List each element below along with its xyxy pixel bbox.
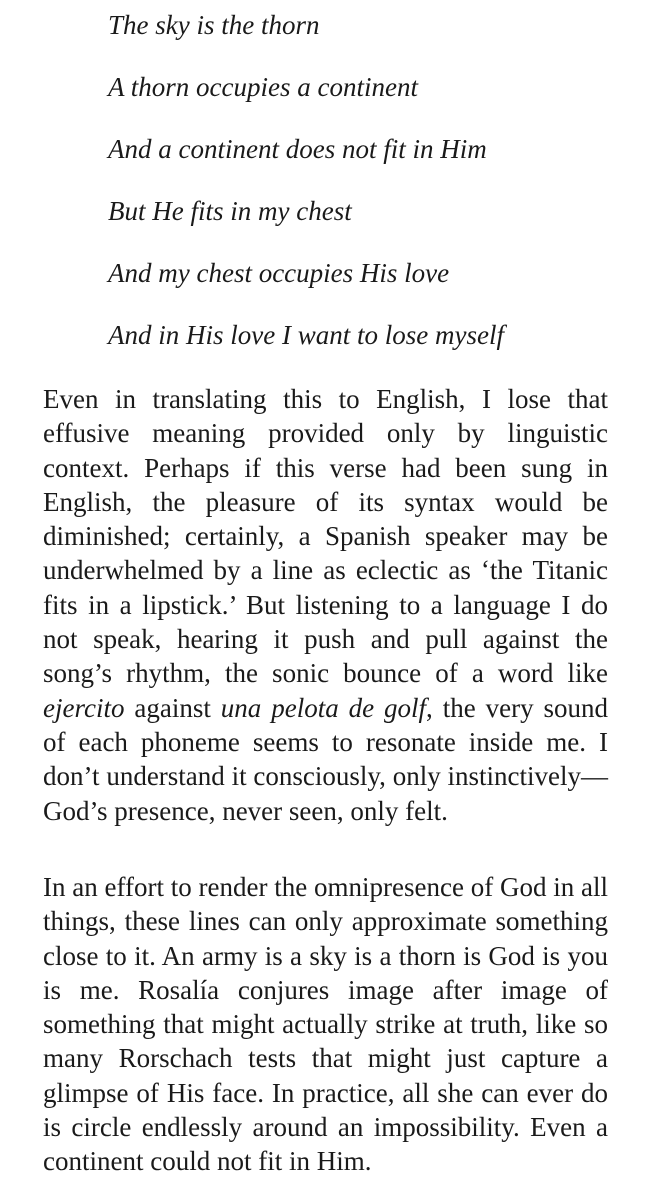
verse-line: But He fits in my chest (108, 196, 352, 226)
body-paragraph-omnipresence (43, 870, 608, 1179)
poem-verse (108, 8, 628, 380)
verse-line: The sky is the thorn (108, 10, 320, 40)
verse-line: And a continent does not fit in Him (108, 134, 487, 164)
body-paragraph-translation (43, 382, 608, 828)
paragraph-text: , the very sound of each phoneme seems to resonate inside me. I don’t understand it consciously, only instinctively—God’s presence, never seen, only felt. (43, 692, 609, 826)
verse-line: And in His love I want to lose myself (108, 320, 504, 350)
verse-line: A thorn occupies a continent (108, 72, 418, 102)
paragraph-text: against (124, 692, 221, 723)
italic-word-ejercito: ejercito (43, 692, 125, 723)
paragraph-text: Even in translating this to English, I lose that effusive meaning provided only by linguistic context. Perhaps if this verse had been sung in English, the pleasure of its syntax would be diminished; certainly, a Spanish speaker may be underwhelmed by a line as eclectic as ‘the Titanic fits in a lipstick.’ But listening to a language I do not speak, hearing it push and pull against the song’s rhythm, the sonic bounce of a word like (43, 384, 608, 689)
paragraph-text: In an effort to render the omnipresence of God in all things, these lines can only approximate something close to it. An army is a sky is a thorn is God is you is me. Rosalía conjures image after image of something that might actually strike at truth, like so many Rorschach tests that might just capture a glimpse of His face. In practice, all she can ever do is circle endlessly around an impossibility. Even a continent could not fit in Him. (43, 872, 608, 1177)
verse-line: And my chest occupies His love (108, 258, 450, 288)
italic-phrase-golf: una pelota de golf (220, 692, 427, 723)
